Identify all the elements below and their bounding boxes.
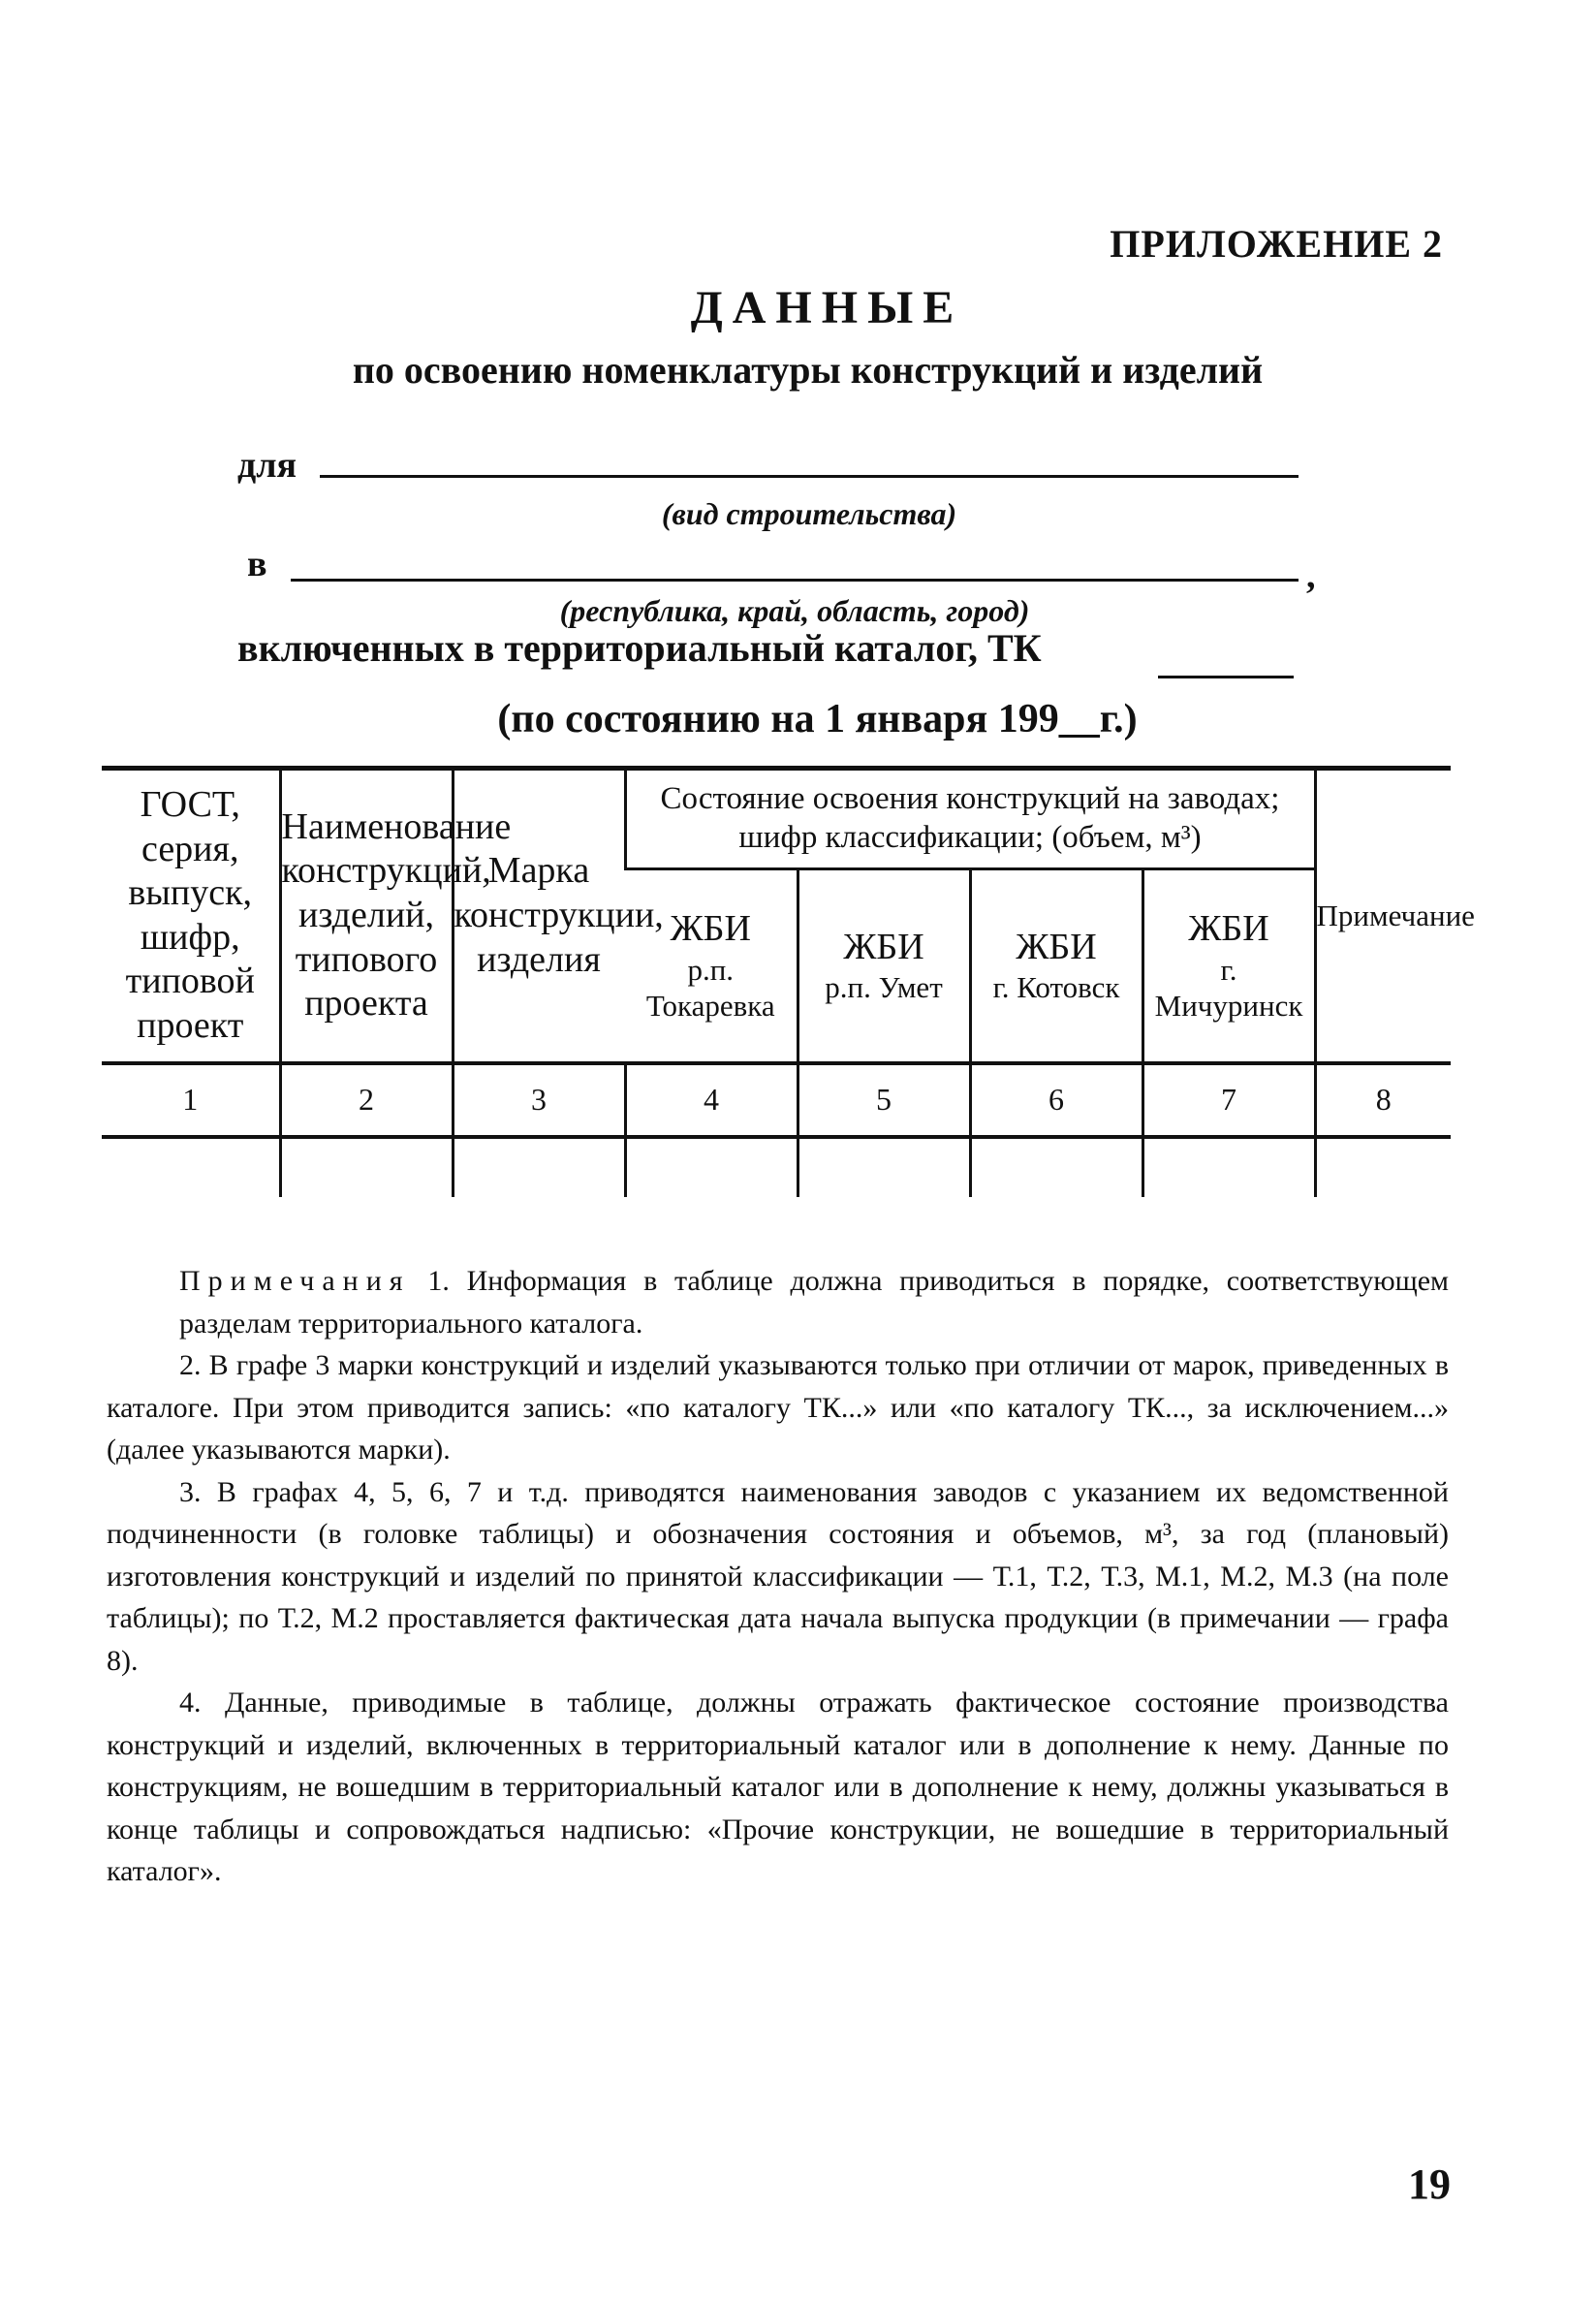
plant-1-name: ЖБИ — [670, 908, 751, 950]
header-plant-state: Состояние освоения конструкций на заводах; шифр классификации; (объем, м³) — [625, 769, 1315, 869]
notes-heading: Примечания — [179, 1265, 411, 1297]
header-mark: Марка конструкции, изделия — [453, 769, 625, 1063]
document-subtitle: по освоению номенклатуры конструкций и изделий — [352, 348, 1264, 392]
col-number: 3 — [453, 1063, 625, 1137]
empty-cell — [625, 1137, 798, 1197]
header-plant-3 — [970, 869, 1142, 1063]
plant-2-place: р.п. Умет — [825, 970, 943, 1005]
note-1 — [179, 1260, 1449, 1344]
col-number: 4 — [625, 1063, 798, 1137]
plant-4-place: г. Мичуринск — [1154, 952, 1303, 1024]
in-label: в — [247, 544, 267, 584]
appendix-label: ПРИЛОЖЕНИЕ 2 — [1110, 222, 1443, 266]
header-plant-4 — [1142, 869, 1315, 1063]
note-3: 3. В графах 4, 5, 6, 7 и т.д. приводятся наименования заводов с указанием их ведомственной подчиненности (в головке таблицы) и обозначения состояния и объемов, м³, за год (плановый) изготовления конструкций и изделий по принятой классификации — Т.1, Т.2, Т.3, М.1, М.2, М.3 (на поле таблицы); по Т.2, М.2 проставляется фактическая дата начала выпуска продукции (в примечании — графа 8). — [107, 1475, 1449, 1677]
region-line — [291, 579, 1299, 582]
empty-cell — [453, 1137, 625, 1197]
nomenclature-table — [102, 766, 1475, 1197]
plant-1-place: р.п. Токаревка — [645, 952, 775, 1024]
region-hint: (республика, край, область, город) — [559, 593, 1030, 628]
col-number: 2 — [280, 1063, 453, 1137]
empty-cell — [1142, 1137, 1315, 1197]
col-number: 6 — [970, 1063, 1142, 1137]
empty-cell — [798, 1137, 970, 1197]
catalog-number-line — [1158, 676, 1294, 678]
plant-2-name: ЖБИ — [843, 926, 924, 967]
note-1-text: 1. Информация в таблице должна приводиться в порядке, соответствующем разделам территориального каталога. — [179, 1265, 1450, 1340]
header-plant-2 — [798, 869, 970, 1063]
empty-cell — [102, 1137, 280, 1197]
construction-type-hint: (вид строительства) — [661, 496, 957, 531]
empty-cell — [1315, 1137, 1451, 1197]
for-label: для — [237, 445, 297, 486]
notes-block — [107, 1260, 1450, 1893]
header-note: Примечание — [1315, 769, 1451, 1063]
document-title: ДАННЫЕ — [690, 282, 964, 333]
col-number: 7 — [1142, 1063, 1315, 1137]
plant-4-name: ЖБИ — [1188, 908, 1269, 950]
plant-3-name: ЖБИ — [1016, 926, 1097, 967]
state-date-line: (по состоянию на 1 января 199__г.) — [497, 697, 1138, 741]
header-gost: ГОСТ, серия, выпуск, шифр, типовой проект — [102, 769, 280, 1063]
note-2: 2. В графе 3 марки конструкций и изделий указываются только при отличии от марок, приведенных в каталоге. При этом приводится запись: «по каталогу ТК...» или «по каталогу ТК..., за исключением...» (далее указываются марки). — [107, 1349, 1449, 1466]
col-number: 5 — [798, 1063, 970, 1137]
empty-cell — [280, 1137, 453, 1197]
table-row — [102, 1137, 1451, 1197]
col-number: 8 — [1315, 1063, 1451, 1137]
page-number: 19 — [1408, 2160, 1451, 2208]
empty-cell — [970, 1137, 1142, 1197]
col-number: 1 — [102, 1063, 280, 1137]
region-comma: , — [1306, 555, 1316, 596]
column-number-row — [102, 1063, 1451, 1137]
catalog-line: включенных в территориальный каталог, ТК — [237, 626, 1042, 670]
note-4: 4. Данные, приводимые в таблице, должны отражать фактическое состояние производства конструкций и изделий, включенных в территориальный каталог или в дополнение к нему. Данные по конструкциям, не вошедшим в территориальный каталог или в дополнение к нему, должны указываться в конце таблицы и сопровождаться надписью: «Прочие конструкции, не вошедшие в территориальный каталог». — [107, 1687, 1449, 1887]
header-name: Наименование конструкций, изделий, типового проекта — [280, 769, 453, 1063]
construction-type-line — [320, 475, 1299, 478]
plant-3-place: г. Котовск — [992, 970, 1120, 1005]
